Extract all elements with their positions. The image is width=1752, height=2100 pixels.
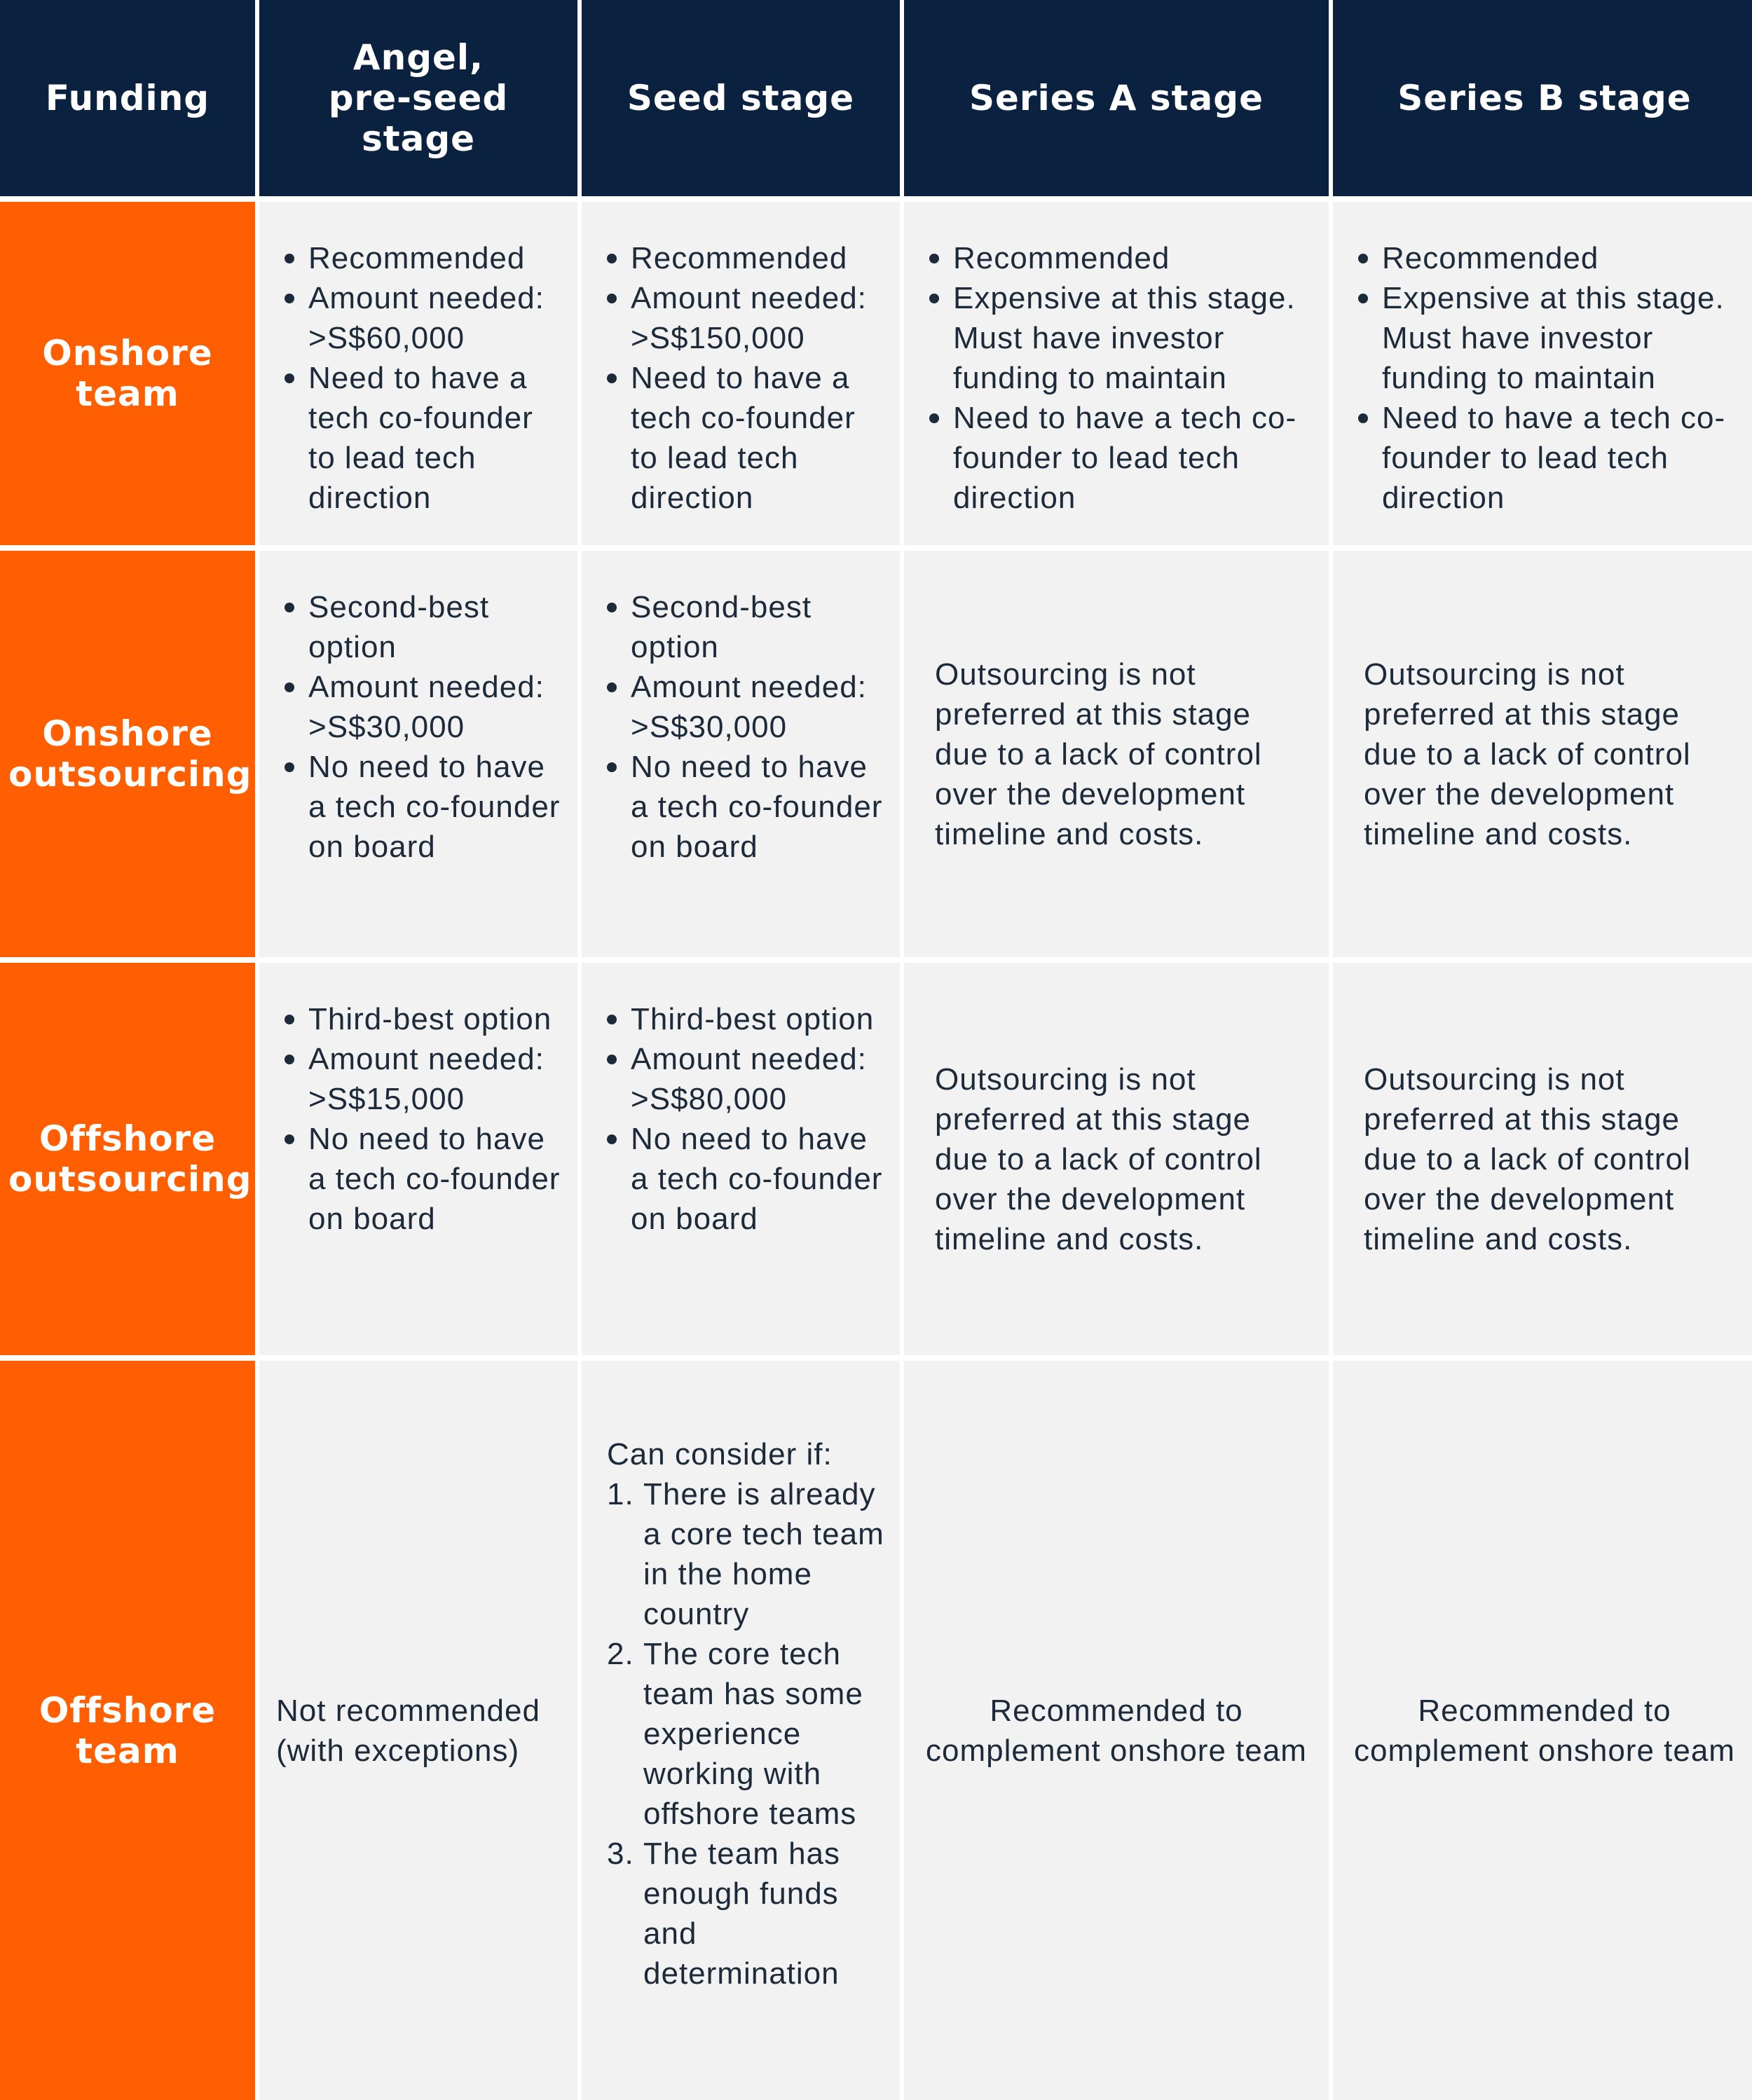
header-angel xyxy=(259,0,577,196)
cell-onshore-team-seed xyxy=(582,202,900,545)
cell-text: Not recommended (with exceptions) xyxy=(276,1693,540,1768)
list-item: Second-best option xyxy=(283,587,565,667)
cell-offshore-team-series-b xyxy=(1333,1361,1752,2100)
list-item: Expensive at this stage. Must have investor funding to maintain xyxy=(928,278,1316,398)
list-item: Amount needed: >S$15,000 xyxy=(283,1039,565,1119)
list-item: Amount needed: >S$30,000 xyxy=(605,667,887,747)
cell-offshore-outsourcing-angel xyxy=(259,963,577,1355)
list-item: Amount needed: >S$80,000 xyxy=(605,1039,887,1119)
list-item: Need to have a tech co-founder to lead tech direction xyxy=(928,398,1316,518)
list-item: Second-best option xyxy=(605,587,887,667)
list-item: Amount needed: >S$60,000 xyxy=(283,278,565,358)
cell-text: Outsourcing is not preferred at this stage due to a lack of control over the development timeline and costs. xyxy=(1364,1062,1691,1256)
list-number: 3. xyxy=(607,1837,634,1871)
row-label-onshore-team xyxy=(0,202,255,545)
cell-offshore-team-angel xyxy=(259,1361,577,2100)
cell-text: Outsourcing is not preferred at this stage due to a lack of control over the development timeline and costs. xyxy=(935,657,1262,851)
list-text: The team has enough funds and determination xyxy=(643,1837,841,1991)
list-item: Recommended xyxy=(1357,238,1744,278)
cell-offshore-outsourcing-series-b xyxy=(1333,963,1752,1355)
list-item xyxy=(607,1634,891,1834)
list-item: Recommended xyxy=(605,238,887,278)
list-number: 1. xyxy=(607,1477,634,1511)
bullet-list xyxy=(928,238,1316,518)
list-item: Need to have a tech co-founder to lead tech direction xyxy=(1357,398,1744,518)
cell-onshore-outsourcing-series-b xyxy=(1333,551,1752,957)
list-item: Expensive at this stage. Must have investor funding to maintain xyxy=(1357,278,1744,398)
list-item xyxy=(607,1474,891,1634)
bullet-list xyxy=(283,238,565,518)
bullet-list xyxy=(283,587,565,867)
cell-intro: Can consider if: xyxy=(607,1437,833,1471)
row-label-text: Offshore outsourcing xyxy=(8,1118,252,1200)
list-item: No need to have a tech co-founder on board xyxy=(283,1119,565,1239)
header-series-b xyxy=(1333,0,1752,196)
cell-onshore-team-series-a xyxy=(904,202,1329,545)
cell-text: Outsourcing is not preferred at this stage due to a lack of control over the development timeline and costs. xyxy=(1364,657,1691,851)
bullet-list xyxy=(605,587,887,867)
list-item: Third-best option xyxy=(283,999,565,1039)
row-label-text: Offshore team xyxy=(39,1689,217,1771)
cell-text: Recommended to complement onshore team xyxy=(926,1693,1307,1768)
row-label-text: Onshore outsourcing xyxy=(8,713,252,795)
cell-offshore-team-series-a xyxy=(904,1361,1329,2100)
list-item: Need to have a tech co-founder to lead tech direction xyxy=(605,358,887,518)
cell-offshore-outsourcing-seed xyxy=(582,963,900,1355)
cell-text: Outsourcing is not preferred at this stage due to a lack of control over the development timeline and costs. xyxy=(935,1062,1262,1256)
cell-onshore-outsourcing-series-a xyxy=(904,551,1329,957)
bullet-list xyxy=(605,999,887,1239)
numbered-list xyxy=(607,1474,891,1993)
header-series-a xyxy=(904,0,1329,196)
header-series-b-label: Series B stage xyxy=(1397,78,1692,118)
cell-onshore-team-angel xyxy=(259,202,577,545)
list-item: No need to have a tech co-founder on board xyxy=(605,1119,887,1239)
row-label-offshore-outsourcing xyxy=(0,963,255,1355)
list-text: There is already a core tech team in the home country xyxy=(643,1477,884,1631)
header-seed xyxy=(582,0,900,196)
bullet-list xyxy=(283,999,565,1239)
list-item: Recommended xyxy=(283,238,565,278)
header-angel-label: Angel, pre-seed stage xyxy=(328,37,509,159)
cell-offshore-outsourcing-series-a xyxy=(904,963,1329,1355)
list-item: No need to have a tech co-founder on board xyxy=(283,747,565,867)
cell-onshore-team-series-b xyxy=(1333,202,1752,545)
list-item: Amount needed: >S$150,000 xyxy=(605,278,887,358)
header-funding-label: Funding xyxy=(45,78,210,118)
header-seed-label: Seed stage xyxy=(627,78,855,118)
cell-offshore-team-seed xyxy=(582,1361,900,2100)
row-label-onshore-outsourcing xyxy=(0,551,255,957)
header-series-a-label: Series A stage xyxy=(969,78,1264,118)
list-item: No need to have a tech co-founder on board xyxy=(605,747,887,867)
cell-onshore-outsourcing-seed xyxy=(582,551,900,957)
bullet-list xyxy=(1357,238,1744,518)
list-item: Third-best option xyxy=(605,999,887,1039)
list-text: The core tech team has some experience working with offshore teams xyxy=(643,1637,863,1831)
list-item: Recommended xyxy=(928,238,1316,278)
list-item xyxy=(607,1834,891,1993)
list-item: Amount needed: >S$30,000 xyxy=(283,667,565,747)
row-label-offshore-team xyxy=(0,1361,255,2100)
list-number: 2. xyxy=(607,1637,634,1671)
header-funding xyxy=(0,0,255,196)
bullet-list xyxy=(605,238,887,518)
row-label-text: Onshore team xyxy=(42,333,213,414)
cell-text: Recommended to complement onshore team xyxy=(1354,1693,1735,1768)
list-item: Need to have a tech co-founder to lead tech direction xyxy=(283,358,565,518)
cell-onshore-outsourcing-angel xyxy=(259,551,577,957)
